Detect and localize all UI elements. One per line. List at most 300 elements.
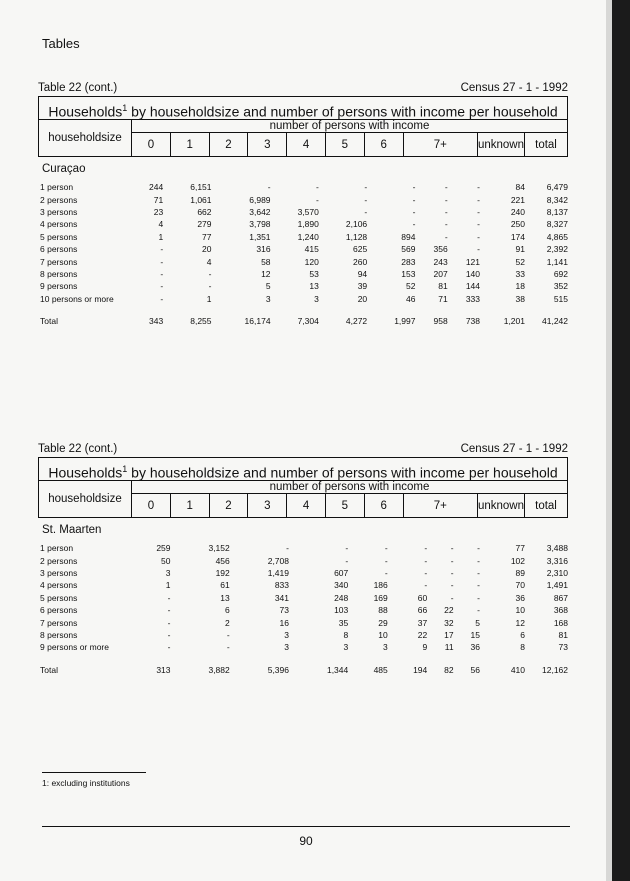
cell-value: - bbox=[412, 182, 416, 193]
cell-value: 2,106 bbox=[345, 219, 368, 230]
cell-value: - bbox=[316, 194, 319, 205]
cell-value: - bbox=[412, 206, 416, 217]
cell-value: - bbox=[450, 555, 454, 566]
cell-value: - bbox=[444, 194, 448, 205]
table-row bbox=[38, 243, 568, 255]
cell-value: 53 bbox=[309, 268, 319, 279]
cell-value: 9 bbox=[422, 642, 428, 653]
row-label: 9 persons bbox=[40, 281, 78, 292]
cell-value: 73 bbox=[279, 605, 289, 616]
cell-value: 32 bbox=[444, 617, 454, 628]
cell-value: 12 bbox=[261, 268, 271, 279]
cell-value: - bbox=[477, 219, 480, 230]
cell-value: - bbox=[167, 592, 171, 603]
cell-value: 12,162 bbox=[542, 664, 568, 675]
cell-value: - bbox=[450, 580, 454, 591]
cell-value: - bbox=[477, 555, 480, 566]
cell-value: 2,310 bbox=[546, 567, 568, 578]
cell-value: 692 bbox=[553, 268, 568, 279]
cell-value: 368 bbox=[553, 605, 568, 616]
scan-border bbox=[612, 0, 630, 881]
row-label: 3 persons bbox=[40, 567, 78, 578]
title-footnote-mark: 1 bbox=[122, 103, 128, 113]
row-label: 4 persons bbox=[40, 219, 78, 230]
column-header-7plus: 7+ bbox=[403, 133, 477, 157]
table-header bbox=[38, 119, 568, 157]
cell-value: 283 bbox=[401, 256, 416, 267]
table-row bbox=[38, 554, 568, 566]
column-header-1: 1 bbox=[170, 494, 209, 518]
cell-value: - bbox=[345, 555, 349, 566]
cell-value: 3 bbox=[165, 567, 171, 578]
cell-value: 35 bbox=[338, 617, 349, 628]
cell-value: 66 bbox=[417, 605, 428, 616]
cell-value: - bbox=[384, 567, 388, 578]
cell-value: 4 bbox=[158, 219, 164, 230]
cell-value: 243 bbox=[433, 256, 448, 267]
cell-value: 250 bbox=[510, 219, 525, 230]
cell-value: 4,272 bbox=[345, 316, 368, 327]
cell-value: 8 bbox=[520, 642, 525, 653]
cell-value: 248 bbox=[334, 592, 349, 603]
cell-value: - bbox=[167, 605, 171, 616]
cell-value: 958 bbox=[433, 316, 448, 327]
cell-value: 894 bbox=[401, 231, 416, 242]
column-group-header: number of persons with income bbox=[132, 120, 568, 133]
cell-value: 81 bbox=[558, 629, 568, 640]
cell-value: 3,152 bbox=[208, 543, 230, 554]
cell-value: 1,344 bbox=[326, 664, 349, 675]
cell-value: 17 bbox=[444, 629, 454, 640]
cell-value: 341 bbox=[274, 592, 289, 603]
row-label: 4 persons bbox=[40, 580, 78, 591]
cell-value: 194 bbox=[413, 664, 428, 675]
cell-value: - bbox=[424, 580, 428, 591]
total-row bbox=[38, 305, 568, 327]
row-label: 1 person bbox=[40, 182, 74, 193]
cell-value: 340 bbox=[334, 580, 349, 591]
cell-value: 10 bbox=[378, 629, 388, 640]
table-row bbox=[38, 293, 568, 305]
cell-value: 1 bbox=[158, 231, 164, 242]
title-footnote-mark: 1 bbox=[122, 464, 128, 474]
cell-value: 5 bbox=[265, 281, 271, 292]
row-label: 8 persons bbox=[40, 268, 78, 279]
cell-value: 1,201 bbox=[503, 316, 525, 327]
cell-value: 168 bbox=[553, 617, 568, 628]
cell-value: 73 bbox=[558, 642, 568, 653]
title-main: Households bbox=[48, 103, 123, 120]
cell-value: 36 bbox=[515, 592, 525, 603]
cell-value: 244 bbox=[149, 182, 164, 193]
cell-value: 140 bbox=[465, 268, 480, 279]
cell-value: 88 bbox=[378, 605, 388, 616]
table-row bbox=[38, 629, 568, 641]
title-rest: by householdsize and number of persons with income per household bbox=[127, 464, 558, 481]
cell-value: 410 bbox=[510, 664, 525, 675]
cell-value: - bbox=[450, 543, 454, 554]
column-header-total: total bbox=[525, 494, 568, 518]
table-row bbox=[38, 206, 568, 218]
table-block-st-maarten bbox=[38, 443, 568, 676]
cell-value: 1,061 bbox=[190, 194, 212, 205]
cell-value: - bbox=[444, 206, 448, 217]
row-label: 9 persons or more bbox=[40, 642, 109, 653]
cell-value: 192 bbox=[215, 567, 230, 578]
cell-value: 2 bbox=[225, 617, 230, 628]
row-label: 2 persons bbox=[40, 194, 78, 205]
cell-value: 1,890 bbox=[297, 219, 319, 230]
cell-value: 415 bbox=[304, 244, 319, 255]
cell-value: 153 bbox=[401, 268, 416, 279]
row-label: Total bbox=[40, 664, 58, 675]
cell-value: - bbox=[444, 219, 448, 230]
cell-value: 13 bbox=[309, 281, 319, 292]
cell-value: 356 bbox=[433, 244, 448, 255]
census-label: Census 27 - 1 - 1992 bbox=[460, 82, 568, 94]
cell-value: - bbox=[364, 194, 368, 205]
cell-value: 8,255 bbox=[190, 316, 212, 327]
cell-value: 259 bbox=[156, 543, 171, 554]
cell-value: 16,174 bbox=[244, 316, 271, 327]
cell-value: 515 bbox=[553, 293, 568, 304]
cell-value: 89 bbox=[515, 567, 525, 578]
footnote: 1: excluding institutions bbox=[42, 778, 130, 788]
cell-value: 61 bbox=[220, 580, 230, 591]
title-rest: by householdsize and number of persons with income per household bbox=[127, 103, 558, 120]
cell-value: 662 bbox=[197, 206, 212, 217]
cell-value: - bbox=[444, 182, 448, 193]
cell-value: 144 bbox=[465, 281, 480, 292]
cell-value: - bbox=[477, 543, 480, 554]
cell-value: 2,392 bbox=[546, 244, 568, 255]
cell-value: 15 bbox=[470, 629, 480, 640]
cell-value: 1,997 bbox=[394, 316, 416, 327]
page-bottom-rule bbox=[42, 826, 570, 827]
column-header-3: 3 bbox=[248, 494, 287, 518]
table-row bbox=[38, 231, 568, 243]
cell-value: - bbox=[424, 567, 428, 578]
column-header-2: 2 bbox=[209, 133, 248, 157]
row-label: 10 persons or more bbox=[40, 293, 114, 304]
cell-value: - bbox=[226, 642, 230, 653]
cell-value: - bbox=[412, 219, 416, 230]
cell-value: 343 bbox=[149, 316, 164, 327]
cell-value: 60 bbox=[417, 592, 428, 603]
cell-value: 1,419 bbox=[267, 567, 289, 578]
cell-value: 120 bbox=[304, 256, 319, 267]
data-table bbox=[38, 542, 568, 676]
cell-value: 81 bbox=[438, 281, 448, 292]
title-main: Households bbox=[48, 464, 123, 481]
cell-value: 1 bbox=[165, 580, 171, 591]
cell-value: 607 bbox=[334, 567, 349, 578]
cell-value: - bbox=[450, 592, 454, 603]
column-header-2: 2 bbox=[209, 494, 248, 518]
row-label: 7 persons bbox=[40, 256, 78, 267]
table-caption: Table 22 (cont.) bbox=[38, 443, 118, 455]
cell-value: 186 bbox=[373, 580, 388, 591]
cell-value: 169 bbox=[373, 592, 388, 603]
table-row bbox=[38, 542, 568, 554]
cell-value: - bbox=[477, 206, 480, 217]
cell-value: 1,141 bbox=[546, 256, 568, 267]
cell-value: 84 bbox=[515, 182, 525, 193]
cell-value: 38 bbox=[515, 293, 525, 304]
table-row bbox=[38, 181, 568, 193]
cell-value: 58 bbox=[261, 256, 271, 267]
cell-value: 3,642 bbox=[249, 206, 271, 217]
cell-value: 1,240 bbox=[297, 231, 319, 242]
cell-value: 8,327 bbox=[546, 219, 568, 230]
cell-value: 46 bbox=[406, 293, 416, 304]
cell-value: - bbox=[412, 194, 416, 205]
cell-value: 18 bbox=[515, 281, 525, 292]
column-header-householdsize: householdsize bbox=[39, 120, 132, 157]
cell-value: - bbox=[477, 182, 480, 193]
cell-value: - bbox=[316, 182, 319, 193]
cell-value: 6,151 bbox=[190, 182, 212, 193]
total-row bbox=[38, 654, 568, 676]
cell-value: 36 bbox=[470, 642, 480, 653]
cell-value: 20 bbox=[202, 244, 212, 255]
cell-value: - bbox=[450, 567, 454, 578]
table-title bbox=[38, 457, 568, 480]
cell-value: 3,798 bbox=[249, 219, 271, 230]
cell-value: 240 bbox=[510, 206, 525, 217]
table-row bbox=[38, 616, 568, 628]
cell-value: - bbox=[226, 629, 230, 640]
cell-value: - bbox=[167, 642, 171, 653]
cell-value: 77 bbox=[515, 543, 525, 554]
column-header-0: 0 bbox=[132, 133, 171, 157]
cell-value: 5,396 bbox=[267, 664, 289, 675]
cell-value: 3 bbox=[265, 293, 271, 304]
table-caption-row bbox=[38, 443, 568, 457]
cell-value: 8,137 bbox=[546, 206, 568, 217]
cell-value: 3 bbox=[284, 629, 289, 640]
cell-value: 174 bbox=[510, 231, 525, 242]
cell-value: 352 bbox=[553, 281, 568, 292]
cell-value: 569 bbox=[401, 244, 416, 255]
cell-value: 13 bbox=[220, 592, 230, 603]
cell-value: 207 bbox=[433, 268, 448, 279]
cell-value: 316 bbox=[256, 244, 271, 255]
cell-value: - bbox=[477, 605, 480, 616]
cell-value: 6 bbox=[520, 629, 525, 640]
cell-value: 5 bbox=[475, 617, 480, 628]
row-label: 3 persons bbox=[40, 206, 78, 217]
cell-value: 8,342 bbox=[546, 194, 568, 205]
cell-value: 39 bbox=[357, 281, 368, 292]
cell-value: 20 bbox=[357, 293, 368, 304]
cell-value: 260 bbox=[352, 256, 368, 267]
table-row bbox=[38, 604, 568, 616]
cell-value: 71 bbox=[153, 194, 164, 205]
table-row bbox=[38, 567, 568, 579]
table-row bbox=[38, 641, 568, 653]
cell-value: 82 bbox=[444, 664, 454, 675]
census-label: Census 27 - 1 - 1992 bbox=[460, 443, 568, 455]
column-header-5: 5 bbox=[325, 133, 364, 157]
cell-value: - bbox=[477, 592, 480, 603]
table-row bbox=[38, 579, 568, 591]
cell-value: 3,488 bbox=[546, 543, 568, 554]
column-header-6: 6 bbox=[364, 133, 403, 157]
column-header-6: 6 bbox=[364, 494, 403, 518]
cell-value: 71 bbox=[438, 293, 448, 304]
row-label: 2 persons bbox=[40, 555, 78, 566]
cell-value: 121 bbox=[465, 256, 480, 267]
cell-value: 8 bbox=[343, 629, 349, 640]
table-row bbox=[38, 268, 568, 280]
cell-value: 456 bbox=[215, 555, 230, 566]
table-row bbox=[38, 280, 568, 292]
table-row bbox=[38, 592, 568, 604]
row-label: 7 persons bbox=[40, 617, 78, 628]
data-table bbox=[38, 181, 568, 327]
cell-value: 1,351 bbox=[249, 231, 271, 242]
cell-value: 52 bbox=[515, 256, 525, 267]
cell-value: - bbox=[477, 567, 480, 578]
cell-value: 23 bbox=[153, 206, 164, 217]
cell-value: - bbox=[160, 281, 164, 292]
cell-value: 279 bbox=[197, 219, 212, 230]
cell-value: - bbox=[160, 256, 164, 267]
cell-value: 12 bbox=[515, 617, 525, 628]
cell-value: - bbox=[477, 580, 480, 591]
cell-value: 6,989 bbox=[249, 194, 271, 205]
column-header-3: 3 bbox=[248, 133, 287, 157]
region-label: Curaçao bbox=[42, 163, 86, 175]
cell-value: 103 bbox=[334, 605, 349, 616]
cell-value: 52 bbox=[406, 281, 416, 292]
cell-value: 3 bbox=[314, 293, 319, 304]
column-header-householdsize: householdsize bbox=[39, 481, 132, 518]
cell-value: 2,708 bbox=[267, 555, 289, 566]
cell-value: 3,316 bbox=[546, 555, 568, 566]
cell-value: 3 bbox=[383, 642, 388, 653]
cell-value: - bbox=[364, 182, 368, 193]
table-block-curacao bbox=[38, 82, 568, 327]
cell-value: 6 bbox=[225, 605, 230, 616]
column-header-0: 0 bbox=[132, 494, 171, 518]
cell-value: 1,491 bbox=[546, 580, 568, 591]
cell-value: 313 bbox=[156, 664, 171, 675]
table-title bbox=[38, 96, 568, 119]
cell-value: 738 bbox=[465, 316, 480, 327]
cell-value: - bbox=[167, 629, 171, 640]
cell-value: 625 bbox=[352, 244, 368, 255]
cell-value: 3 bbox=[284, 642, 289, 653]
cell-value: 70 bbox=[515, 580, 525, 591]
cell-value: - bbox=[384, 555, 388, 566]
cell-value: 10 bbox=[515, 605, 525, 616]
cell-value: - bbox=[345, 543, 349, 554]
cell-value: - bbox=[384, 543, 388, 554]
column-header-5: 5 bbox=[325, 494, 364, 518]
cell-value: - bbox=[364, 206, 368, 217]
cell-value: 33 bbox=[515, 268, 525, 279]
cell-value: 22 bbox=[444, 605, 454, 616]
column-header-7plus: 7+ bbox=[403, 494, 477, 518]
cell-value: - bbox=[424, 543, 428, 554]
cell-value: 4 bbox=[206, 256, 212, 267]
cell-value: 7,304 bbox=[297, 316, 319, 327]
cell-value: - bbox=[286, 543, 289, 554]
cell-value: 1,128 bbox=[345, 231, 368, 242]
row-label: 8 persons bbox=[40, 629, 78, 640]
cell-value: - bbox=[167, 617, 171, 628]
table-row bbox=[38, 255, 568, 267]
column-header-1: 1 bbox=[170, 133, 209, 157]
column-header-unknown: unknown bbox=[477, 133, 524, 157]
cell-value: 37 bbox=[417, 617, 428, 628]
table-caption: Table 22 (cont.) bbox=[38, 82, 118, 94]
table-caption-row bbox=[38, 82, 568, 96]
cell-value: 16 bbox=[279, 617, 289, 628]
row-label: Total bbox=[40, 316, 58, 327]
cell-value: - bbox=[444, 231, 448, 242]
cell-value: 4,865 bbox=[546, 231, 568, 242]
cell-value: - bbox=[160, 244, 164, 255]
row-label: 6 persons bbox=[40, 244, 78, 255]
cell-value: - bbox=[267, 182, 271, 193]
cell-value: 1 bbox=[206, 293, 212, 304]
cell-value: - bbox=[160, 293, 164, 304]
cell-value: 6,479 bbox=[546, 182, 568, 193]
section-header: Tables bbox=[42, 36, 80, 51]
row-label: 6 persons bbox=[40, 605, 78, 616]
column-header-4: 4 bbox=[287, 133, 326, 157]
cell-value: 833 bbox=[274, 580, 289, 591]
cell-value: 333 bbox=[465, 293, 480, 304]
cell-value: - bbox=[208, 268, 212, 279]
cell-value: 221 bbox=[510, 194, 525, 205]
cell-value: 41,242 bbox=[542, 316, 568, 327]
column-header-4: 4 bbox=[287, 494, 326, 518]
cell-value: - bbox=[477, 231, 480, 242]
footnote-rule bbox=[42, 772, 146, 773]
cell-value: 91 bbox=[515, 244, 525, 255]
region-label: St. Maarten bbox=[42, 524, 102, 536]
cell-value: 485 bbox=[373, 664, 388, 675]
table-header bbox=[38, 480, 568, 518]
cell-value: 102 bbox=[510, 555, 525, 566]
cell-value: 22 bbox=[417, 629, 428, 640]
cell-value: 11 bbox=[444, 642, 454, 653]
row-label: 1 person bbox=[40, 543, 74, 554]
cell-value: 77 bbox=[202, 231, 212, 242]
cell-value: 3,882 bbox=[208, 664, 230, 675]
cell-value: 867 bbox=[553, 592, 568, 603]
cell-value: 29 bbox=[378, 617, 388, 628]
cell-value: - bbox=[424, 555, 428, 566]
cell-value: 3 bbox=[343, 642, 349, 653]
column-group-header: number of persons with income bbox=[132, 481, 568, 494]
row-label: 5 persons bbox=[40, 592, 78, 603]
cell-value: - bbox=[160, 268, 164, 279]
page-number: 90 bbox=[299, 834, 313, 848]
table-row bbox=[38, 218, 568, 230]
column-header-unknown: unknown bbox=[477, 494, 524, 518]
cell-value: - bbox=[477, 244, 480, 255]
cell-value: 3,570 bbox=[297, 206, 319, 217]
cell-value: 50 bbox=[161, 555, 171, 566]
cell-value: - bbox=[208, 281, 212, 292]
cell-value: 56 bbox=[470, 664, 480, 675]
column-header-total: total bbox=[525, 133, 568, 157]
